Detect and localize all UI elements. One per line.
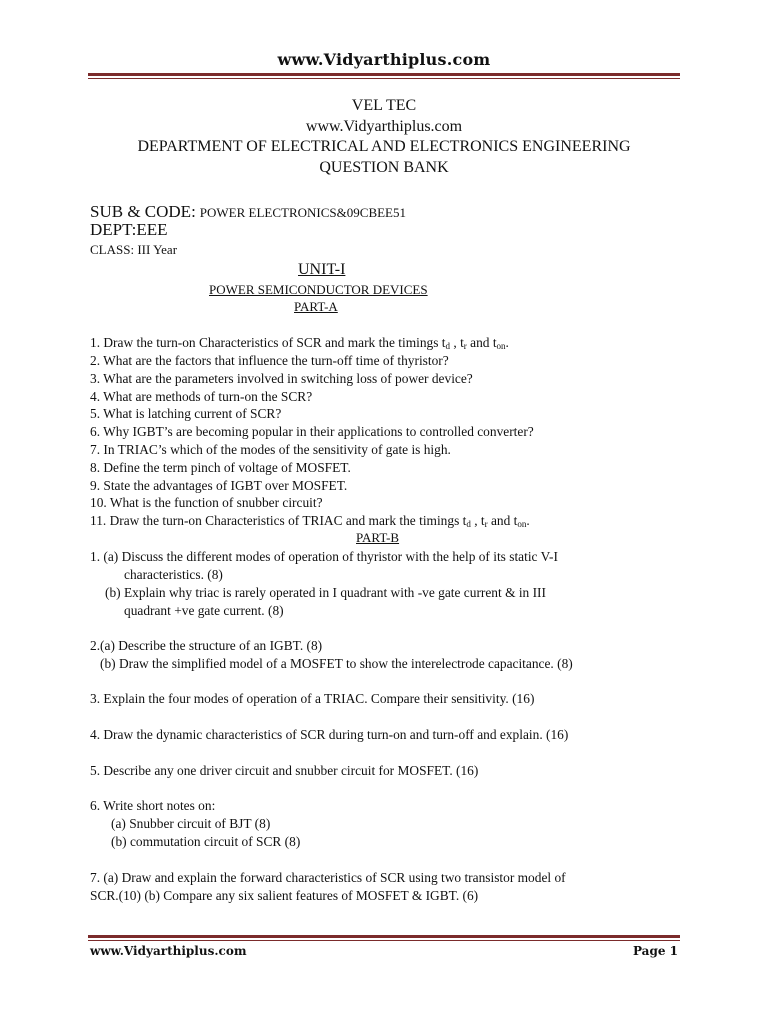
q1-mid1: , t: [450, 335, 464, 350]
q1-end: .: [505, 335, 509, 350]
subject-value: POWER ELECTRONICS&09CBEE51: [199, 205, 406, 220]
footer-site: www.Vidyarthiplus.com: [90, 944, 247, 958]
unit-topic-text: POWER SEMICONDUCTOR DEVICES: [209, 282, 428, 297]
part-b-q2b: (b) Draw the simplified model of a MOSFET to show the interelectrode capacitance. (8): [100, 656, 573, 671]
part-b-q2a: 2.(a) Describe the structure of an IGBT. (8): [90, 638, 323, 653]
subject-label: SUB & CODE:: [90, 202, 196, 221]
q11-text: 11. Draw the turn-on Characteristics of TRIAC and mark the timings t: [90, 513, 467, 528]
header-rule: [88, 73, 680, 76]
part-b-heading: PART-B: [356, 530, 400, 545]
dept-line: DEPT:EEE: [90, 220, 168, 239]
q1-sub-r: r: [463, 341, 467, 351]
part-b-q4: 4. Draw the dynamic characteristics of SCR during turn-on and turn-off and explain. (16): [90, 727, 569, 742]
part-b-q5: 5. Describe any one driver circuit and snubber circuit for MOSFET. (16): [90, 763, 479, 778]
q11-mid1: , t: [470, 513, 485, 528]
part-a-item: 7. In TRIAC’s which of the modes of the sensitivity of gate is high.: [90, 441, 451, 457]
page-number: Page 1: [632, 944, 678, 958]
footer-rule: [88, 935, 680, 938]
q1-sub-on: on: [496, 341, 506, 351]
title-site: www.Vidyarthiplus.com: [305, 118, 463, 135]
part-b-q1b-cont: quadrant +ve gate current. (8): [124, 603, 284, 618]
part-b-q6: 6. Write short notes on:: [90, 798, 216, 813]
unit-topic: [209, 282, 428, 298]
part-a-item: 3. What are the parameters involved in switching loss of power device?: [90, 370, 473, 386]
q11-mid2: and t: [487, 513, 518, 528]
document-title: QUESTION BANK: [319, 159, 449, 176]
q11-sub-on: on: [517, 519, 527, 529]
q11-sub-r: r: [484, 519, 488, 529]
part-a-item: 4. What are methods of turn-on the SCR?: [90, 388, 313, 404]
part-b-q6a: (a) Snubber circuit of BJT (8): [111, 816, 271, 831]
part-b-q1a: 1. (a) Discuss the different modes of operation of thyristor with the help of its static V-I: [90, 549, 558, 564]
footer-rule-thin: [88, 940, 680, 941]
part-a-item: 2. What are the factors that influence the turn-off time of thyristor?: [90, 353, 449, 368]
q1-text: 1. Draw the turn-on Characteristics of SCR and mark the timings t: [90, 335, 446, 350]
subject-line: [90, 202, 406, 222]
q1-sub-d: d: [445, 341, 451, 351]
part-a-item: 5. What is latching current of SCR?: [90, 406, 282, 422]
part-b-q1a-cont: characteristics. (8): [124, 567, 223, 582]
department-title: DEPARTMENT OF ELECTRICAL AND ELECTRONICS ENGINEERING: [137, 138, 631, 155]
part-b-q7a: 7. (a) Draw and explain the forward characteristics of SCR using two transistor model of: [90, 870, 566, 885]
q11-sub-d: d: [466, 519, 471, 529]
part-a-q11: [90, 512, 530, 534]
class-line: CLASS: III Year: [90, 242, 178, 257]
part-b-q3: 3. Explain the four modes of operation of a TRIAC. Compare their sensitivity. (16): [90, 691, 535, 706]
part-a-item: 9. State the advantages of IGBT over MOSFET.: [90, 477, 348, 493]
unit-title: UNIT-I: [298, 261, 346, 278]
part-a-item: 10. What is the function of snubber circuit?: [90, 495, 323, 511]
part-b-q7b: SCR.(10) (b) Compare any six salient features of MOSFET & IGBT. (6): [90, 888, 479, 903]
part-a-item: 6. Why IGBT’s are becoming popular in their applications to controlled converter?: [90, 424, 534, 440]
q1-mid2: and t: [466, 335, 497, 350]
college-name: VEL TEC: [351, 97, 417, 114]
part-b-q1b: (b) Explain why triac is rarely operated in I quadrant with -ve gate current & in III: [105, 585, 546, 600]
header-site: www.Vidyarthiplus.com: [277, 50, 491, 69]
part-a-item: 8. Define the term pinch of voltage of MOSFET.: [90, 459, 351, 475]
part-a-heading: PART-A: [294, 299, 338, 314]
q11-end: .: [526, 513, 530, 528]
part-a-list: [90, 352, 534, 512]
part-b-q6b: (b) commutation circuit of SCR (8): [111, 834, 301, 849]
header-rule-thin: [88, 78, 680, 79]
